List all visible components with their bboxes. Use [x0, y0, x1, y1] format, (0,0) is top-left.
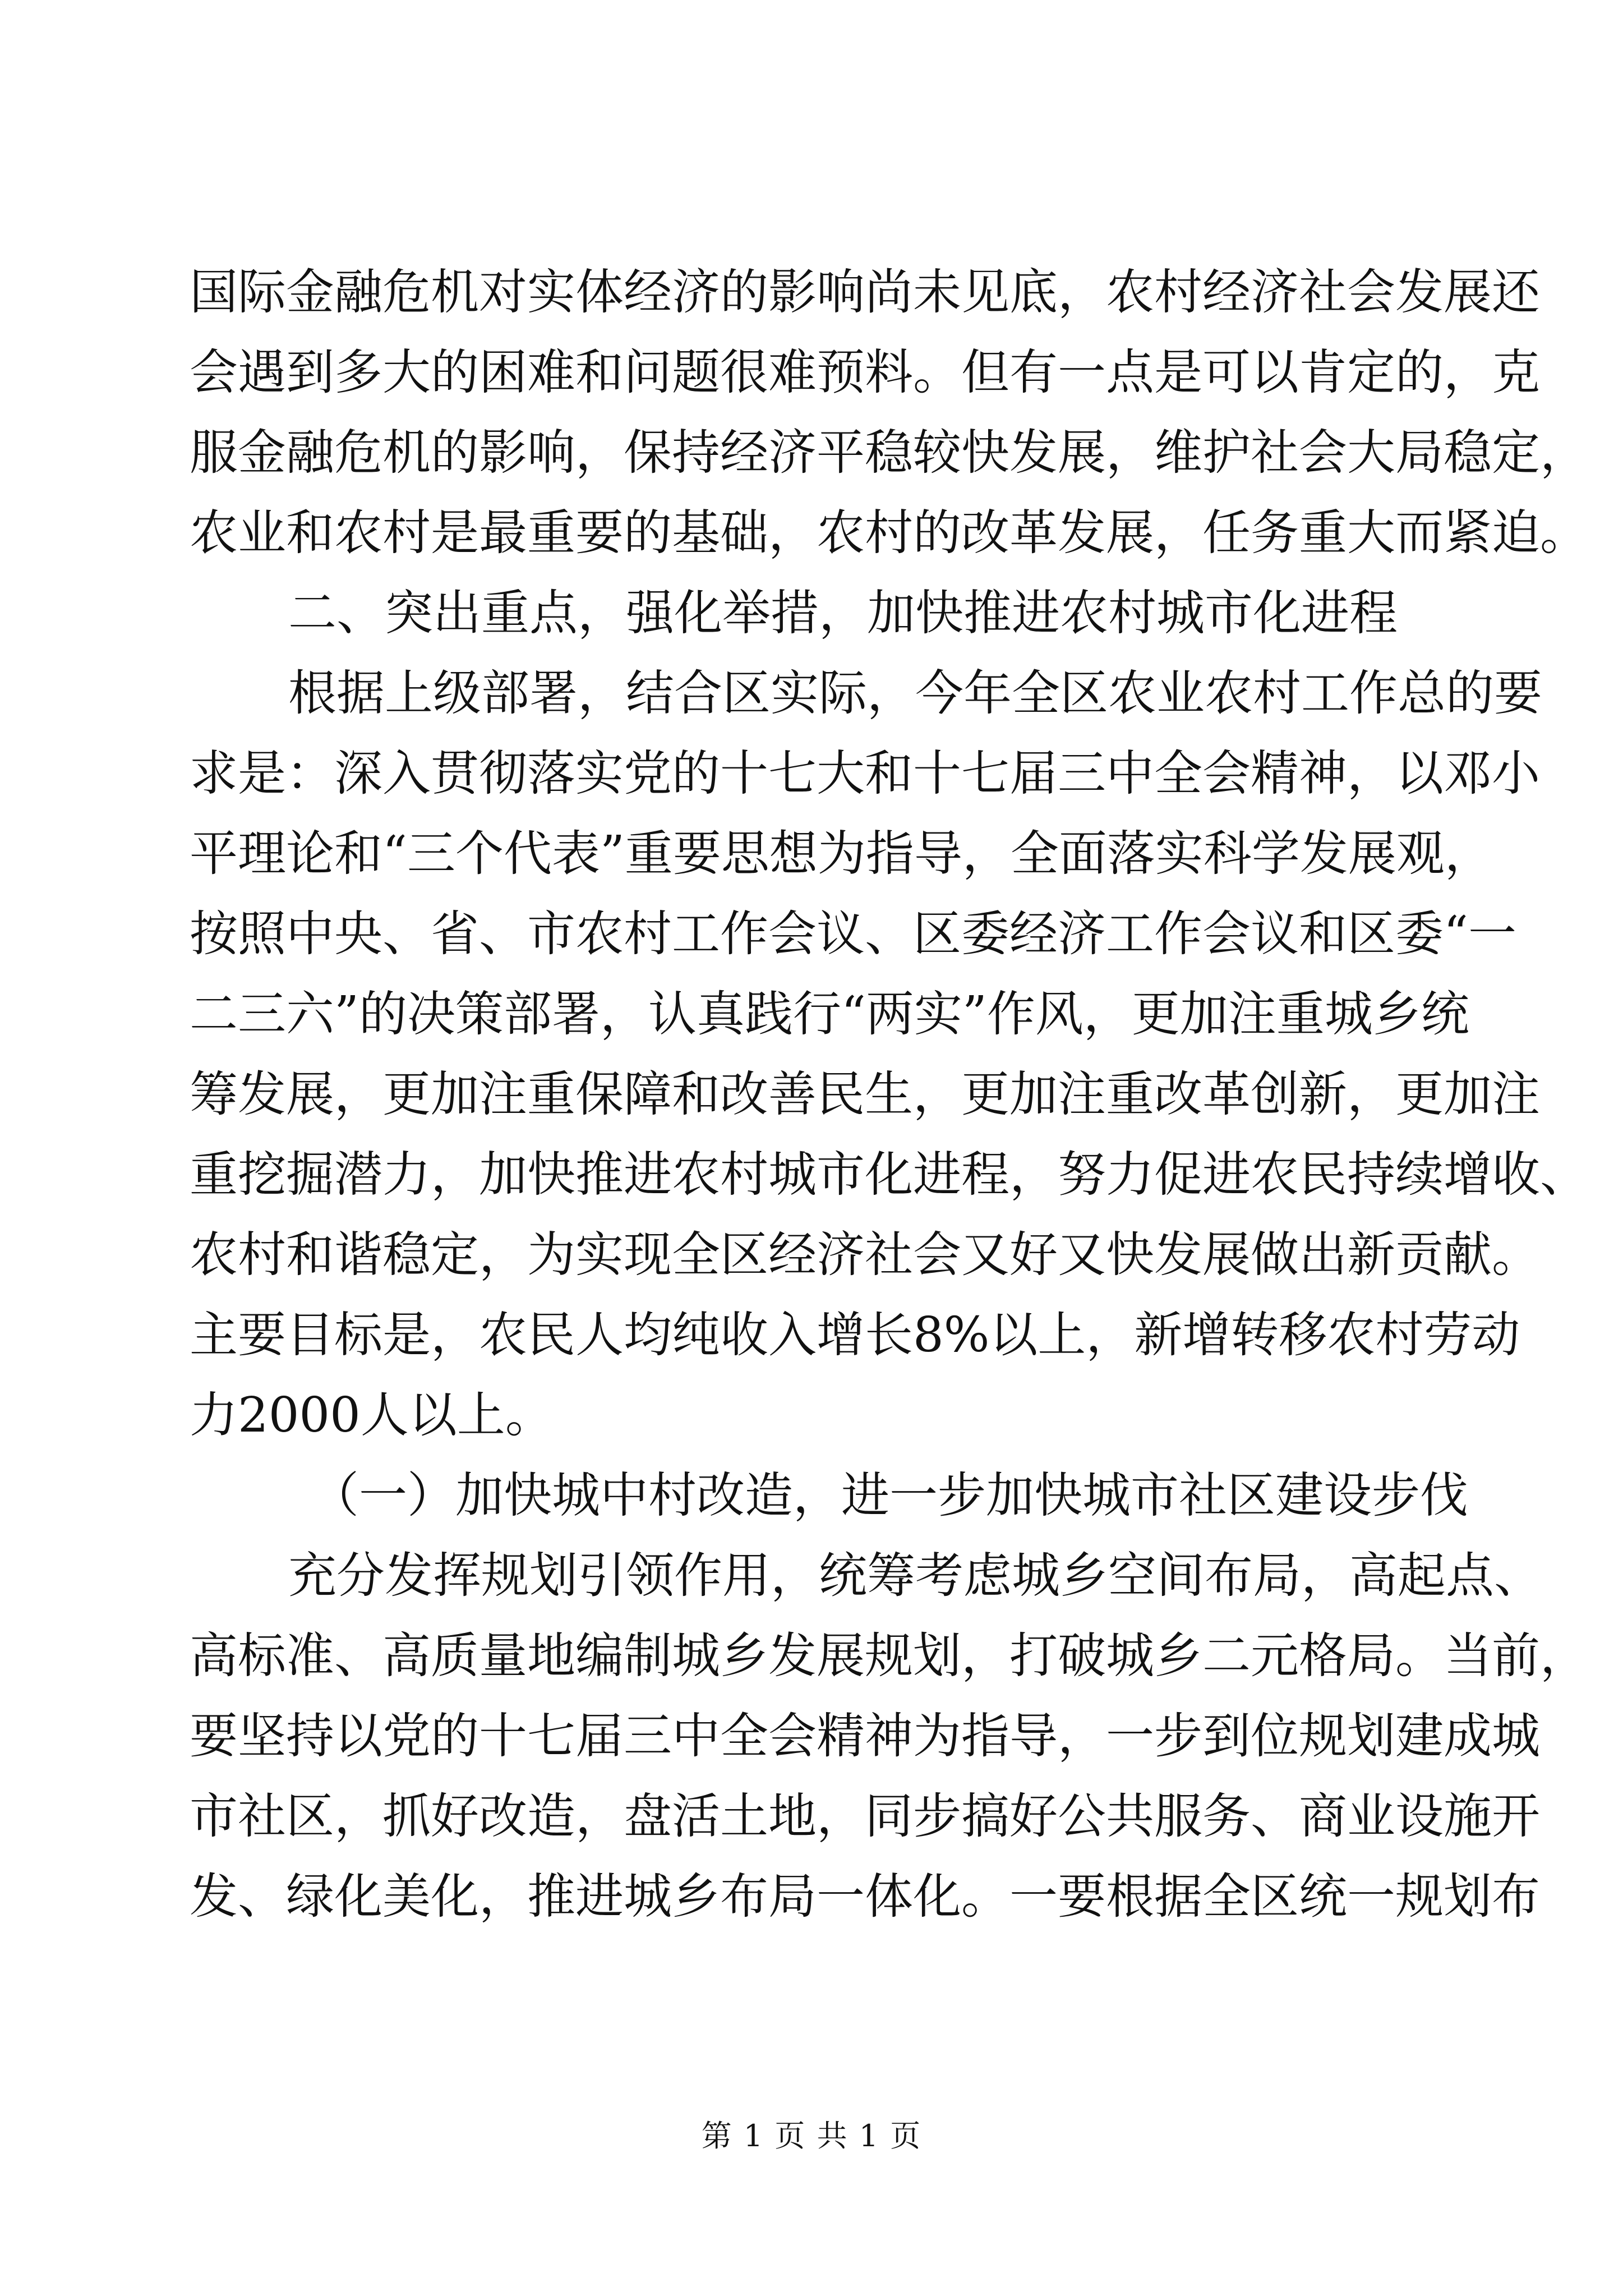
body-line-3: 服金融危机的影响，保持经济平稳较快发展，维护社会大局稳定，: [190, 425, 1588, 481]
body-line-6: 根据上级部署，结合区实际，今年全区农业农村工作总的要: [288, 665, 1542, 721]
body-line-4: 农业和农村是最重要的基础，农村的改革发展，任务重大而紧迫。: [190, 505, 1588, 561]
body-line-21: 发、绿化美化，推进城乡布局一体化。一要根据全区统一规划布: [190, 1869, 1540, 1925]
subsection-heading-1: （一）加快城中村改造，进一步加快城市社区建设步伐: [311, 1467, 1468, 1524]
body-line-20: 市社区，抓好改造，盘活土地，同步搞好公共服务、商业设施开: [190, 1788, 1540, 1844]
body-line-9: 按照中央、省、市农村工作会议、区委经济工作会议和区委“一: [190, 906, 1516, 962]
body-line-19: 要坚持以党的十七届三中全会精神为指导，一步到位规划建成城: [190, 1708, 1540, 1764]
body-line-17: 充分发挥规划引领作用，统筹考虑城乡空间布局，高起点、: [288, 1548, 1542, 1604]
body-line-13: 农村和谐稳定，为实现全区经济社会又好又快发展做出新贡献。: [190, 1227, 1540, 1283]
body-line-8: 平理论和“三个代表”重要思想为指导，全面落实科学发展观，: [190, 826, 1493, 882]
body-line-10: 二三六”的决策部署，认真践行“两实”作风，更加注重城乡统: [190, 986, 1469, 1042]
body-line-7: 求是：深入贯彻落实党的十七大和十七届三中全会精神，以邓小: [190, 746, 1540, 802]
body-line-14: 主要目标是，农民人均纯收入增长8%以上，新增转移农村劳动: [190, 1307, 1520, 1363]
body-line-15: 力2000人以上。: [190, 1387, 554, 1443]
body-line-12: 重挖掘潜力，加快推进农村城市化进程，努力促进农民持续增收、: [190, 1147, 1588, 1203]
body-line-1: 国际金融危机对实体经济的影响尚未见底，农村经济社会发展还: [190, 264, 1540, 320]
page-footer: [0, 2112, 1623, 2155]
section-heading-2: 二、突出重点，强化举措，加快推进农村城市化进程: [288, 585, 1398, 641]
body-line-2: 会遇到多大的困难和问题很难预料。但有一点是可以肯定的，克: [190, 344, 1540, 401]
page-number-label: 第 1 页 共 1 页: [701, 2118, 922, 2154]
document-body: [190, 252, 1588, 1937]
body-line-18: 高标准、高质量地编制城乡发展规划，打破城乡二元格局。当前，: [190, 1628, 1588, 1684]
body-line-11: 筹发展，更加注重保障和改善民生，更加注重改革创新，更加注: [190, 1066, 1540, 1122]
